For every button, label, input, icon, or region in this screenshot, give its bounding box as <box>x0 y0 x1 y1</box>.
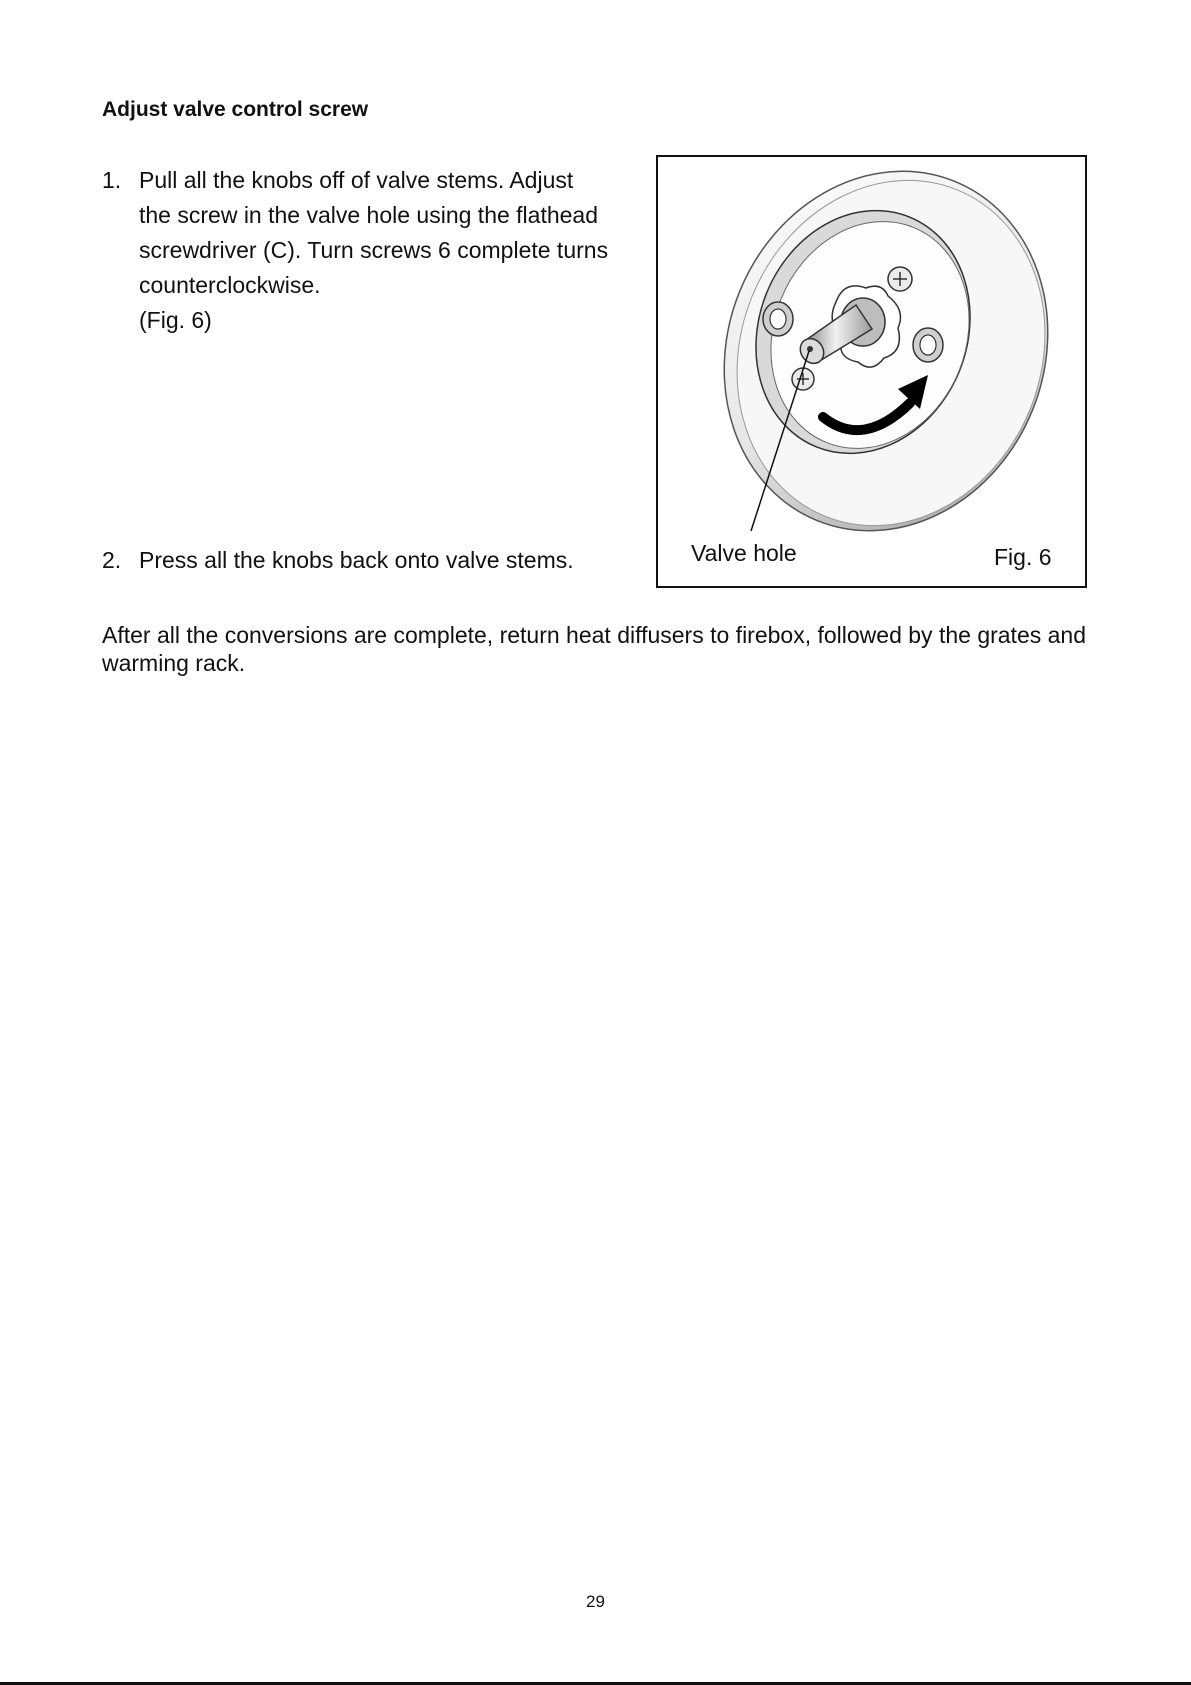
step-text-line: counterclockwise. <box>139 272 321 298</box>
valve-hole-label: Valve hole <box>691 540 797 566</box>
step-text-line: screwdriver (C). Turn screws 6 complete turns <box>139 237 609 263</box>
after-conversion-paragraph: After all the conversions are complete, return heat diffusers to firebox, followed by the grates and warming rack. <box>102 622 1087 676</box>
valve-diagram-illustration <box>658 157 1089 590</box>
step-text-line: (Fig. 6) <box>139 307 212 333</box>
step-text <box>139 543 639 578</box>
figure-6-box <box>656 155 1087 588</box>
mounting-screw-icon <box>888 267 912 291</box>
section-heading: Adjust valve control screw <box>102 98 369 121</box>
step-text <box>139 163 639 338</box>
step-number: 2. <box>102 547 122 573</box>
figure-label: Fig. 6 <box>994 544 1052 570</box>
grommet-icon <box>763 302 793 336</box>
step-number: 1. <box>102 167 122 193</box>
grommet-icon <box>913 328 943 362</box>
step-text-line: Pull all the knobs off of valve stems. Adjust <box>139 167 574 193</box>
step-text-line: the screw in the valve hole using the flathead <box>139 202 599 228</box>
step-text-line: Press all the knobs back onto valve stems. <box>139 547 574 573</box>
page-number: 29 <box>586 1592 605 1611</box>
